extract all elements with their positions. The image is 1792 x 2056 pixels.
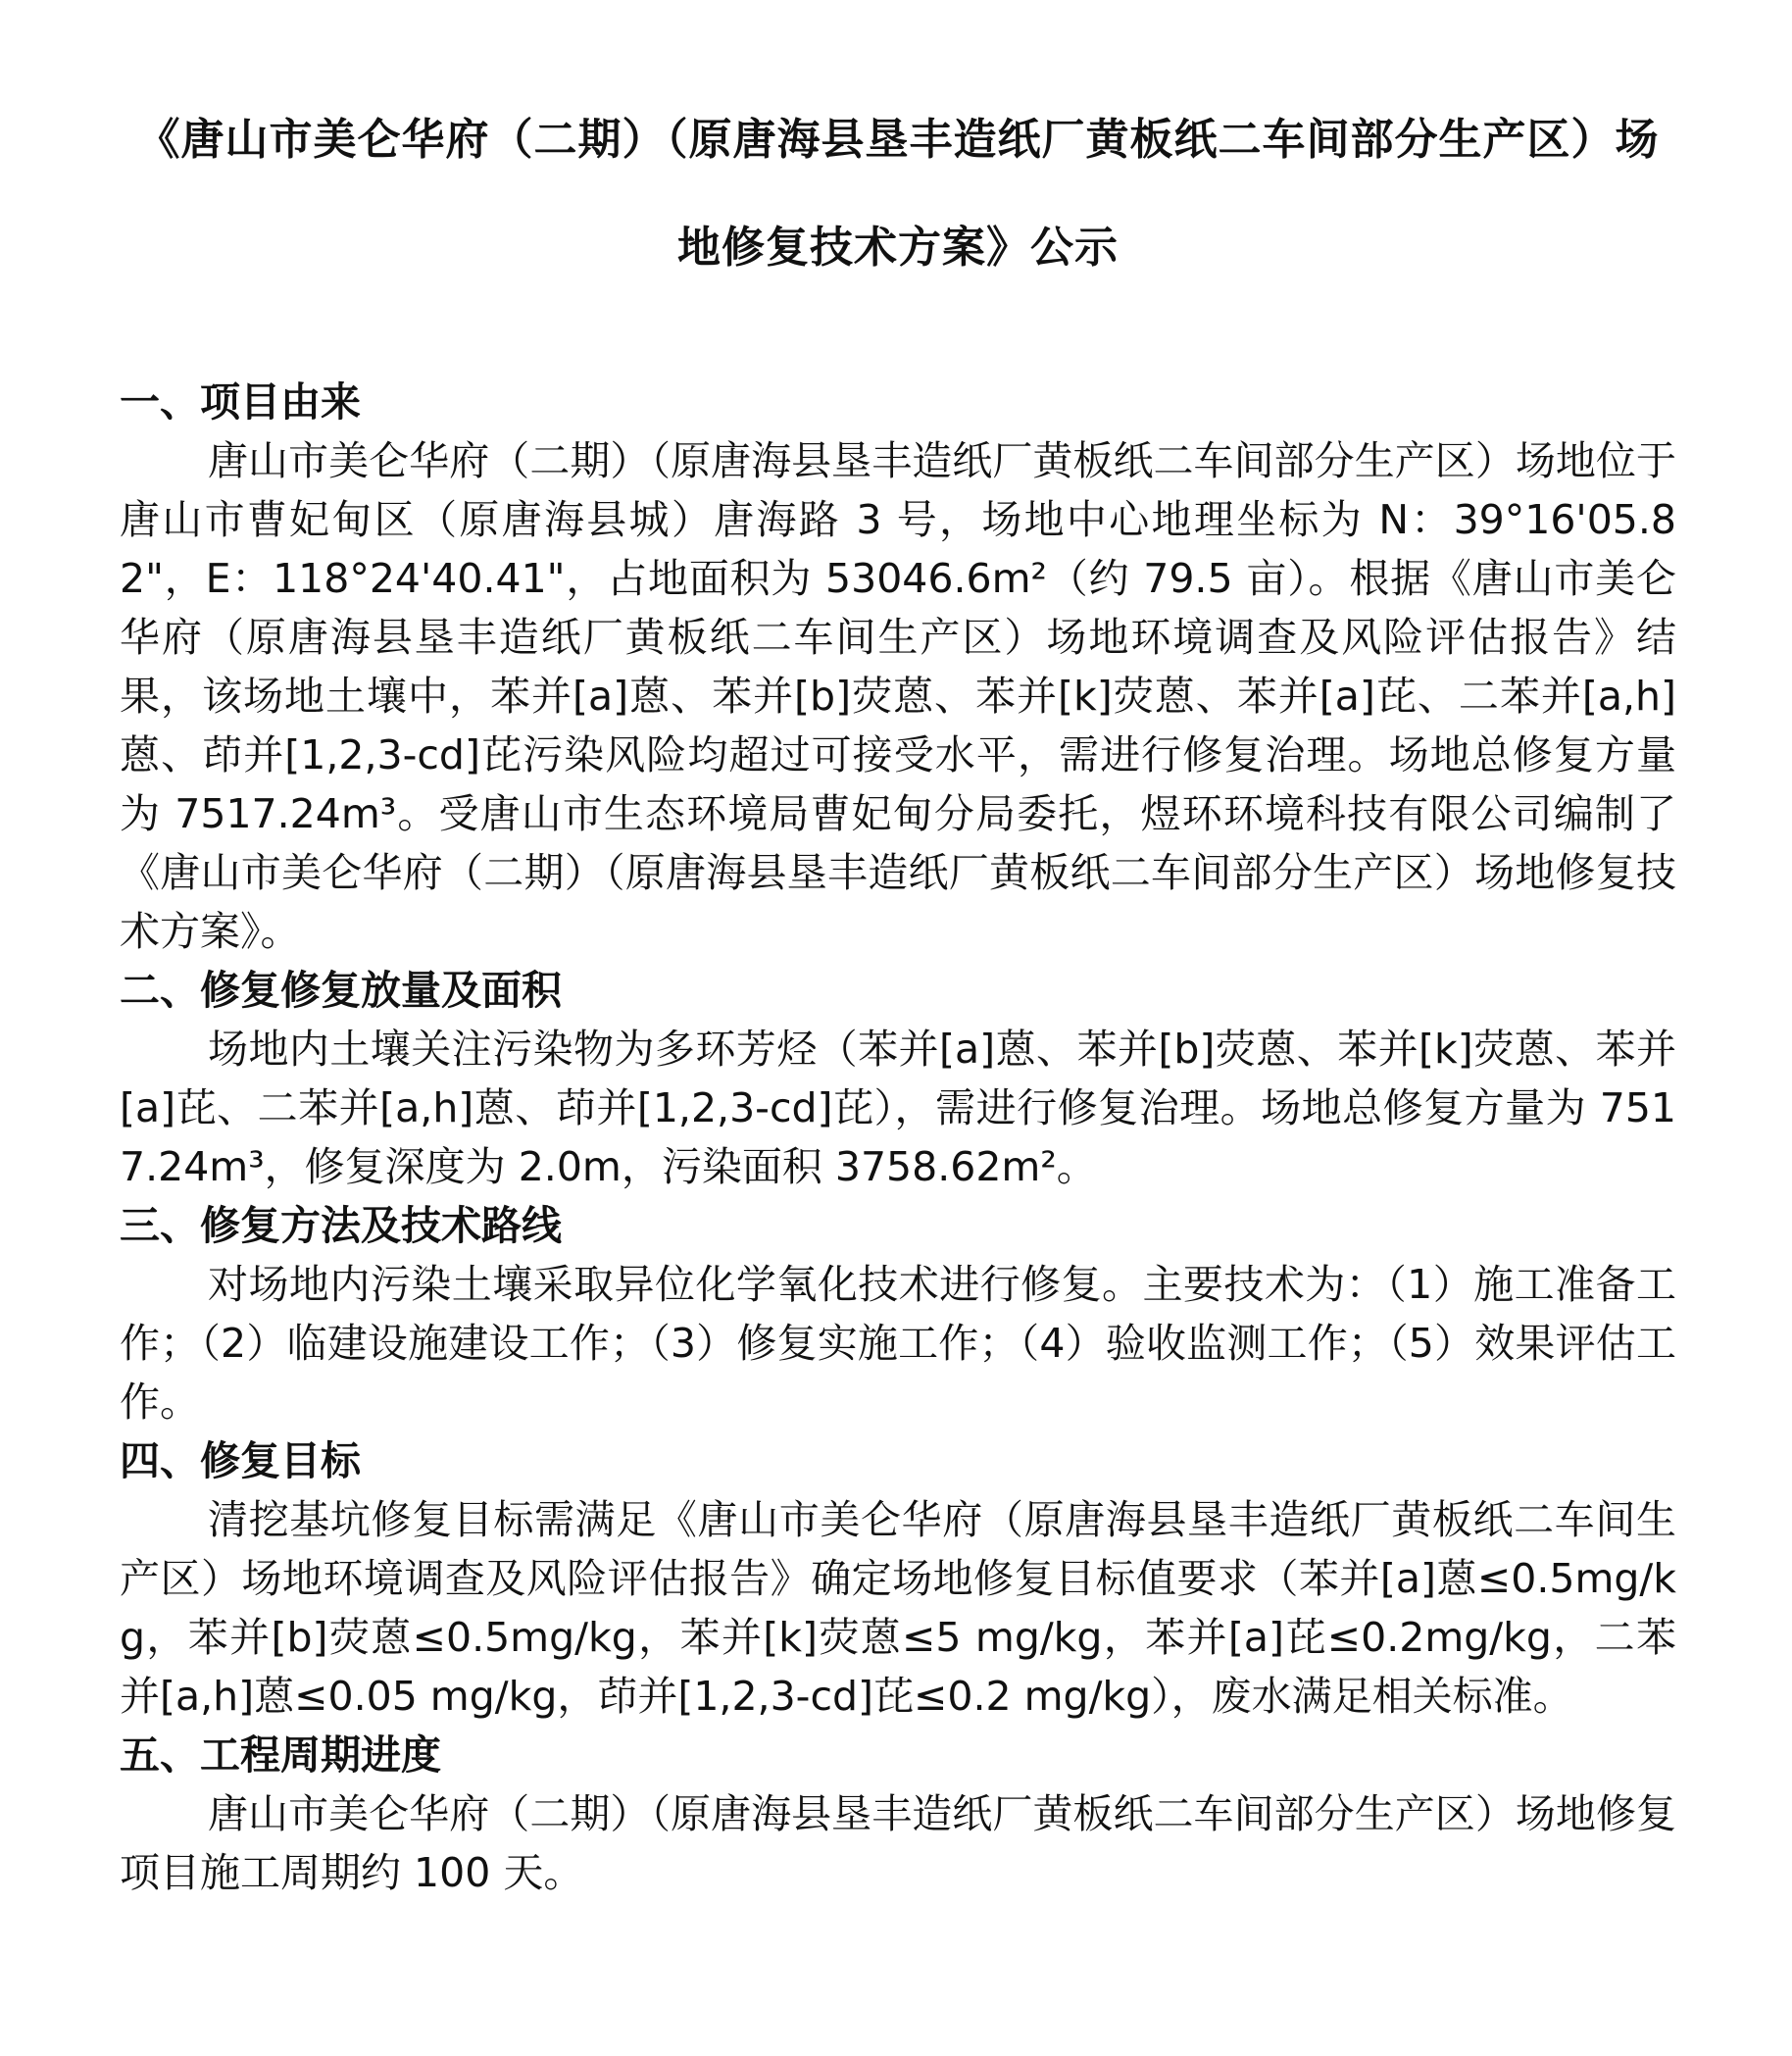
section-project-origin xyxy=(120,373,1676,961)
section-project-schedule xyxy=(120,1726,1676,1902)
section-body: 唐山市美仑华府（二期）（原唐海县垦丰造纸厂黄板纸二车间部分生产区）场地修复项目施工周期约 100 天。 xyxy=(120,1790,1676,1896)
section-heading: 四、修复目标 xyxy=(120,1437,361,1484)
document-title: 《唐山市美仑华府（二期）（原唐海县垦丰造纸厂黄板纸二车间部分生产区）场地修复技术方案》公示 xyxy=(136,115,1660,273)
section-body: 清挖基坑修复目标需满足《唐山市美仑华府（原唐海县垦丰造纸厂黄板纸二车间生产区）场地环境调查及风险评估报告》确定场地修复目标值要求（苯并[a]蒽≤0.5mg/kg，苯并[b]荧蒽≤0.5mg/kg，苯并[k]荧蒽≤5 mg/kg，苯并[a]芘≤0.2mg/kg，二苯并[a,h]蒽≤0.05 mg/kg，茚并[1,2,3-cd]芘≤0.2 mg/kg），废水满足相关标准。 xyxy=(120,1496,1676,1720)
section-heading: 一、项目由来 xyxy=(120,378,361,426)
section-heading: 五、工程周期进度 xyxy=(120,1731,441,1779)
section-heading: 三、修复方法及技术路线 xyxy=(120,1202,562,1249)
section-heading: 二、修复修复放量及面积 xyxy=(120,967,562,1014)
section-remediation-volume xyxy=(120,961,1676,1196)
section-remediation-method xyxy=(120,1196,1676,1431)
section-body: 唐山市美仑华府（二期）（原唐海县垦丰造纸厂黄板纸二车间部分生产区）场地位于唐山市曹妃甸区（原唐海县城）唐海路 3 号，场地中心地理坐标为 N：39°16'05.82"，E：118°24'40.41"，占地面积为 53046.6m²（约 79.5 亩）。根据《唐山市美仑华府（原唐海县垦丰造纸厂黄板纸二车间生产区）场地环境调查及风险评估报告》结果，该场地土壤中，苯并[a]蒽、苯并[b]荧蒽、苯并[k]荧蒽、苯并[a]芘、二苯并[a,h]蒽、茚并[1,2,3-cd]芘污染风险均超过可接受水平，需进行修复治理。场地总修复方量为 7517.24m³。受唐山市生态环境局曹妃甸分局委托，煜环环境科技有限公司编制了《唐山市美仑华府（二期）（原唐海县垦丰造纸厂黄板纸二车间部分生产区）场地修复技术方案》。 xyxy=(120,437,1676,955)
section-body: 对场地内污染土壤采取异位化学氧化技术进行修复。主要技术为：（1）施工准备工作；（2）临建设施建设工作；（3）修复实施工作；（4）验收监测工作；（5）效果评估工作。 xyxy=(120,1261,1676,1426)
section-body: 场地内土壤关注污染物为多环芳烃（苯并[a]蒽、苯并[b]荧蒽、苯并[k]荧蒽、苯并[a]芘、二苯并[a,h]蒽、茚并[1,2,3-cd]芘），需进行修复治理。场地总修复方量为 7517.24m³，修复深度为 2.0m，污染面积 3758.62m²。 xyxy=(120,1026,1676,1190)
section-remediation-target xyxy=(120,1431,1676,1726)
